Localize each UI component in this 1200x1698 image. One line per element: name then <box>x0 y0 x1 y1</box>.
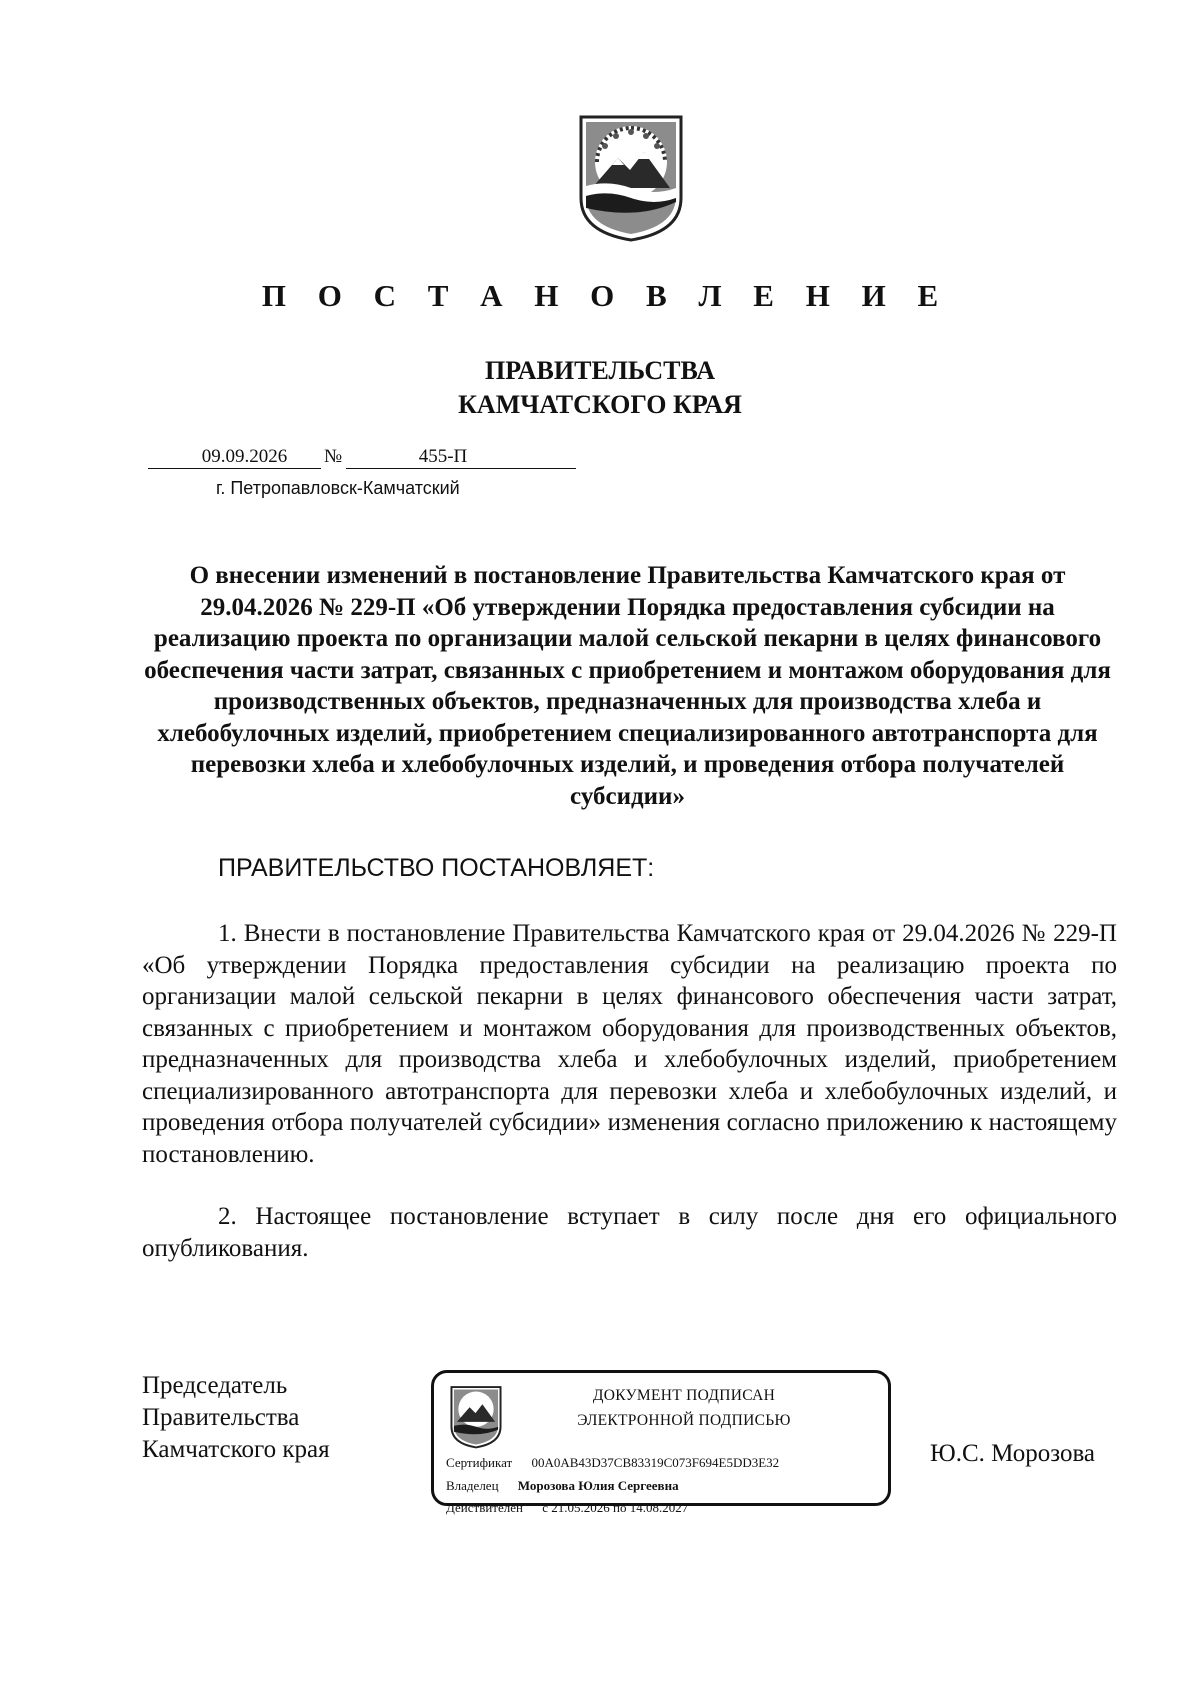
certificate-label: Сертификат <box>446 1455 513 1470</box>
stamp-heading: ДОКУМЕНТ ПОДПИСАН <box>592 1387 776 1404</box>
owner-value: Морозова Юлия Сергеевна <box>517 1478 679 1493</box>
position-line: Правительства <box>142 1404 300 1431</box>
signatory-name: Ю.С. Морозова <box>930 1440 1096 1467</box>
position-line: Камчатского края <box>142 1436 330 1463</box>
authority-line: ПРАВИТЕЛЬСТВА <box>485 356 715 385</box>
certificate-value: 00A0AB43D37CB83319C073F694E5DD3E32 <box>531 1455 780 1470</box>
document-date: 09.09.2026 <box>148 446 321 469</box>
signatory-position <box>142 1370 330 1466</box>
electronic-signature-stamp <box>431 1370 891 1515</box>
date-number-line <box>148 446 578 470</box>
stamp-certificate <box>446 1455 779 1471</box>
paragraph-2: 2. Настоящее постановление вступает в силу после дня его официального опубликования. <box>142 1203 1117 1262</box>
document-subject: О внесении изменений в постановление Правительства Камчатского края от 29.04.2026 № 229-П «Об утверждении Порядка предоставления субсидии на реализацию проекта по организации малой сельской пекарни в целях финансового обеспечения части затрат, связанных с приобретением и монтажом оборудования для производственных объектов, предназначенных для производства хлеба и хлебобулочных изделий, приобретением специализированного автотранспорта для перевозки хлеба и хлебобулочных изделий, и проведения отбора получателей субсидии» <box>144 562 1111 810</box>
validity-value: с 21.05.2026 по 14.08.2027 <box>542 1500 689 1515</box>
stamp-owner <box>446 1478 679 1494</box>
number-sign: № <box>324 446 343 467</box>
document-title: П О С Т А Н О В Л Е Н И Е <box>261 278 951 313</box>
position-line: Председатель <box>142 1372 288 1399</box>
issuing-authority <box>0 354 1200 422</box>
document-number: 455-П <box>346 446 576 469</box>
stamp-heading: ЭЛЕКТРОННОЙ ПОДПИСЬЮ <box>577 1412 791 1429</box>
decree-heading: ПРАВИТЕЛЬСТВО ПОСТАНОВЛЯЕТ: <box>218 854 655 882</box>
paragraph-1: 1. Внести в постановление Правительства Камчатского края от 29.04.2026 № 229-П «Об утверждении Порядка предоставления субсидии на реализацию проекта по организации малой сельской пекарни в целях финансового обеспечения части затрат, связанных с приобретением и монтажом оборудования для производственных объектов, предназначенных для производства хлеба и хлебобулочных изделий, приобретением специализированного автотранспорта для перевозки хлеба и хлебобулочных изделий, и проведения отбора получателей субсидии» изменения согласно приложению к настоящему постановлению. <box>142 920 1117 1168</box>
owner-label: Владелец <box>446 1478 499 1493</box>
city: г. Петропавловск-Камчатский <box>216 478 460 498</box>
validity-label: Действителен <box>446 1500 523 1515</box>
stamp-validity <box>446 1500 688 1516</box>
authority-line: КАМЧАТСКОГО КРАЯ <box>458 390 742 419</box>
kamchatka-coat-of-arms-icon <box>450 1383 502 1451</box>
kamchatka-coat-of-arms-icon <box>578 114 684 242</box>
